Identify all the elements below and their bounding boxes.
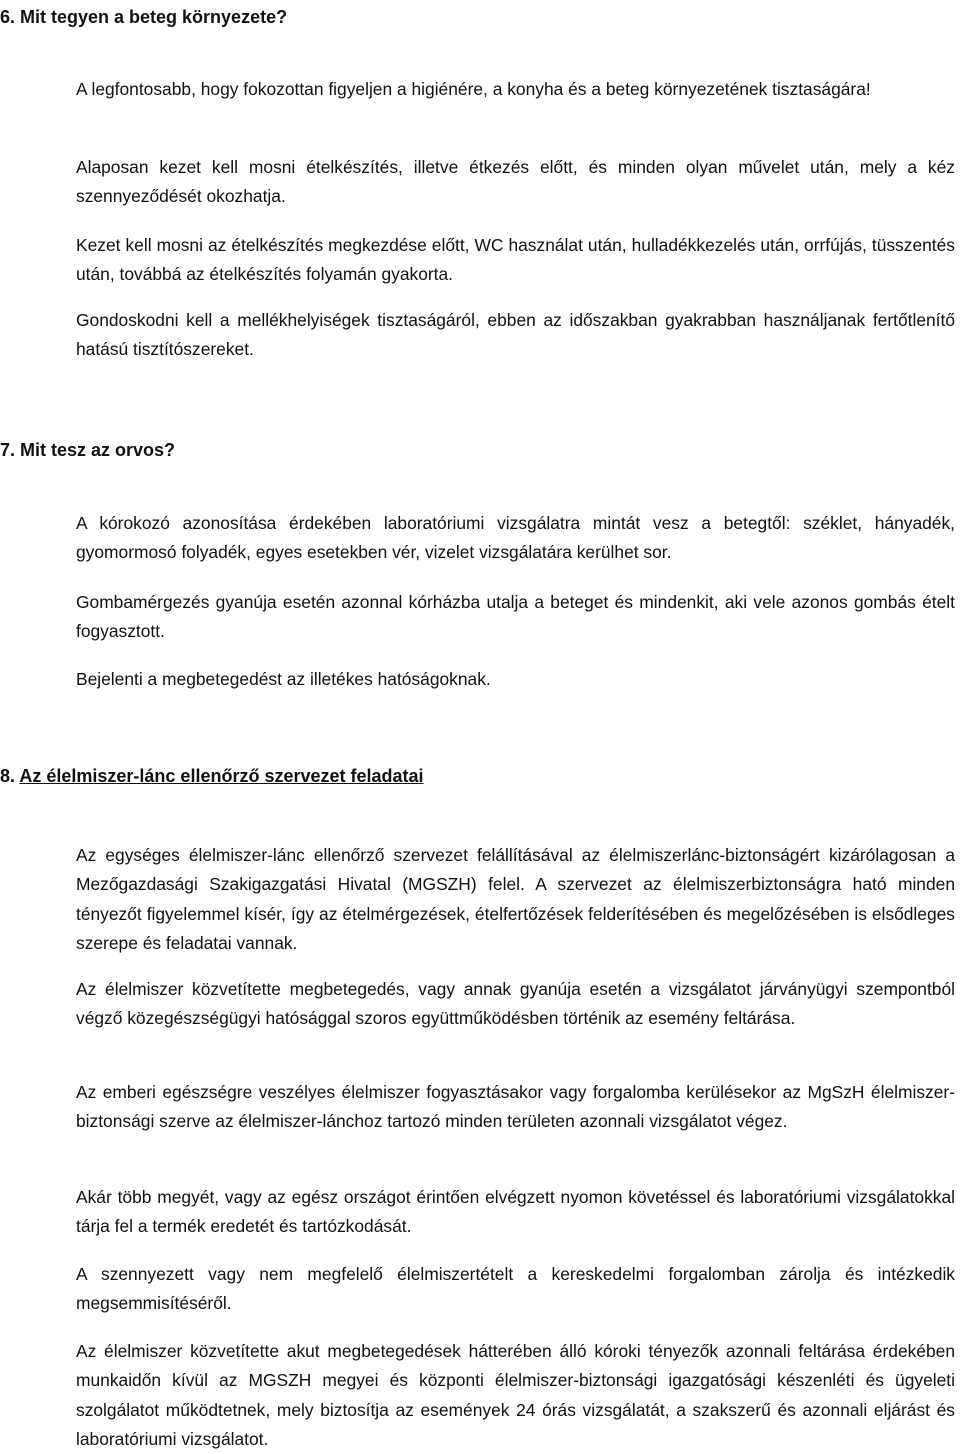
section-6-paragraph-2: Alaposan kezet kell mosni ételkészítés, illetve étkezés előtt, és minden olyan művelet után, mely a kéz szennyeződését okozhatja. [76,157,955,207]
section-8-paragraph-1: Az egységes élelmiszer-lánc ellenőrző szervezet felállításával az élelmiszerlánc-biztonságért kizárólagosan a Mezőgazdasági Szakigazgatási Hivatal (MGSZH) felel. A szervezet az élelmiszerbiztonságra ható minden tényezőt figyelemmel kísér, így az ételmérgezések, ételfertőzések felderítésében és megelőzésében is elsődleges szerepe és feladatai vannak. [76,845,955,953]
section-7-paragraph-1: A kórokozó azonosítása érdekében laboratóriumi vizsgálatra mintát vesz a betegtől: széklet, hányadék, gyomormosó folyadék, egyes esetekben vér, vizelet vizsgálatára kerülhet sor. [76,513,955,563]
section-8-paragraph-5: A szennyezett vagy nem megfelelő élelmiszertételt a kereskedelmi forgalomban zárolja és intézkedik megsemmisítéséről. [76,1264,955,1314]
section-8-paragraph-2: Az élelmiszer közvetítette megbetegedés, vagy annak gyanúja esetén a vizsgálatot járványügyi szempontból végző közegészségügyi hatósággal szoros együttműködésben történik az esemény feltárása. [76,979,955,1029]
section-7-paragraph-2: Gombamérgezés gyanúja esetén azonnal kórházba utalja a beteget és mindenkit, aki vele azonos gombás ételt fogyasztott. [76,592,955,642]
section-6-paragraph-4: Gondoskodni kell a mellékhelyiségek tisztaságáról, ebben az időszakban gyakrabban használjanak fertőtlenítő hatású tisztítószereket. [76,310,955,360]
section-8-heading-number: 8. [0,766,16,786]
section-8-heading [0,765,424,787]
section-8-heading-title: Az élelmiszer-lánc ellenőrző szervezet feladatai [19,766,424,786]
section-6-heading: 6. Mit tegyen a beteg környezete? [0,7,288,27]
section-8-paragraph-6: Az élelmiszer közvetítette akut megbetegedések hátterében álló kóroki tényezők azonnali feltárása érdekében munkaidőn kívül az MGSZH megyei és központi élelmiszer-biztonsági igazgatósági készenléti és ügyeleti szolgálatot működtetnek, mely biztosítja az események 24 órás vizsgálatát, a szakszerű és azonnali eljárást és laboratóriumi vizsgálatot. [76,1341,955,1449]
section-6-paragraph-1: A legfontosabb, hogy fokozottan figyeljen a higiénére, a konyha és a beteg környezetének tisztaságára! [76,79,871,99]
section-7-paragraph-3: Bejelenti a megbetegedést az illetékes hatóságoknak. [76,669,491,689]
section-8-paragraph-3: Az emberi egészségre veszélyes élelmiszer fogyasztásakor vagy forgalomba kerülésekor az MgSzH élelmiszer-biztonsági szerve az élelmiszer-lánchoz tartozó minden területen azonnali vizsgálatot végez. [76,1082,955,1132]
section-8-paragraph-4: Akár több megyét, vagy az egész országot érintően elvégzett nyomon követéssel és laboratóriumi vizsgálatokkal tárja fel a termék eredetét és tartózkodását. [76,1187,955,1237]
section-6-paragraph-3: Kezet kell mosni az ételkészítés megkezdése előtt, WC használat után, hulladékkezelés után, orrfújás, tüsszentés után, továbbá az ételkészítés folyamán gyakorta. [76,235,955,285]
section-7-heading: 7. Mit tesz az orvos? [0,440,176,460]
